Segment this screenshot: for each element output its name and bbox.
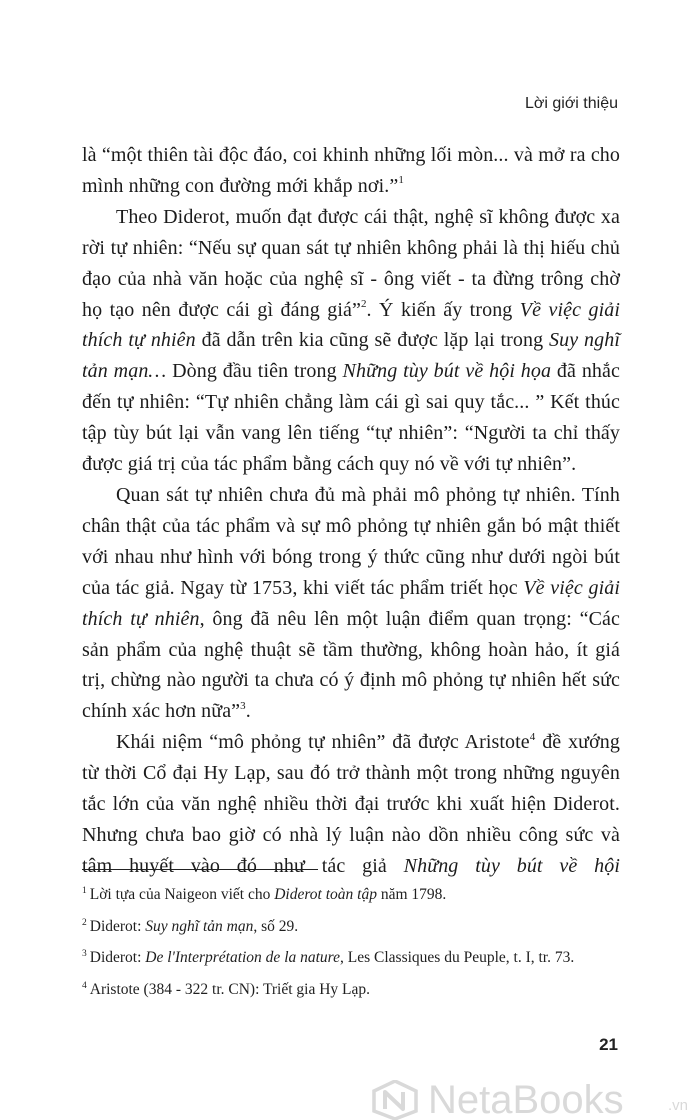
footnote-text: Diderot: (89, 949, 146, 966)
netabooks-watermark (370, 1080, 700, 1120)
footnote-text: Diderot: (89, 917, 146, 935)
book-title-italic: Những tùy bút về hội họa (342, 360, 552, 383)
paragraph-2-text-d: Dòng đầu tiên trong (166, 360, 343, 383)
footnote-italic: Diderot toàn tập (274, 886, 377, 903)
watermark-brand: NetaBooks (428, 1078, 624, 1120)
footnote-2 (82, 915, 620, 942)
book-title-italic: Về việc giải thích tự nhiên (82, 298, 620, 352)
footnote-ref-1: 1 (398, 174, 404, 187)
footnote-number: 3 (82, 949, 87, 959)
footnote-4 (82, 978, 620, 1005)
footnote-italic: Suy nghĩ tản mạn (145, 917, 254, 935)
footnote-ref-3: 3 (240, 699, 246, 712)
paragraph-4 (82, 727, 620, 882)
paragraph-2-text-e: đã nhắc đến tự nhiên: “Tự nhiên chẳng làm cái gì sai quy tắc... ” Kết thúc tập tùy bút lại vẫn vang lên tiếng “tự nhiên”: “Người ta chỉ thấy được giá trị của tác phẩm bằng cách quy nó về với tự nhiên”. (82, 360, 620, 476)
book-title-italic: Những tùy bút về hội (403, 854, 620, 877)
netabooks-logo-icon (370, 1080, 420, 1120)
paragraph-4-text-a: Khái niệm “mô phỏng tự nhiên” đã được Aristote (116, 731, 530, 754)
footnote-ref-4: 4 (529, 730, 536, 743)
paragraph-1 (82, 140, 620, 202)
running-title: Lời giới thiệu (524, 95, 618, 112)
book-title-italic: Về việc giải thích tự nhiên (82, 576, 620, 630)
paragraph-1-text: là “một thiên tài độc đáo, coi khinh những lối mòn... và mở ra cho mình những con đường mới khắp nơi.” (82, 144, 620, 197)
main-text (82, 140, 620, 882)
page-number: 21 (599, 1035, 618, 1054)
footnote-1 (82, 883, 620, 910)
footnote-ref-2: 2 (360, 297, 367, 310)
watermark-suffix: .vn (668, 1097, 689, 1114)
paragraph-2-text-b: . Ý kiến ấy trong (366, 298, 520, 321)
paragraph-3 (82, 480, 620, 727)
footnote-text: , số 29. (253, 917, 299, 935)
paragraph-3-text-b: , ông đã nêu lên một luận điểm quan trọng: “Các sản phẩm của nghệ thuật sẽ tầm thường, không hoàn hảo, ít giá trị, chừng nào người ta chưa có ý định mô phỏng tự nhiên hết sức chính xác hơn nữa” (82, 607, 621, 723)
footnote-text: , Les Classiques du Peuple, t. I, tr. 73. (340, 949, 575, 966)
footnote-number: 2 (82, 917, 87, 928)
paragraph-3-text-c: . (245, 700, 251, 723)
book-title-italic: Suy nghĩ tản mạn… (82, 329, 621, 383)
footnotes (82, 883, 620, 1009)
paragraph-2 (82, 202, 620, 480)
paragraph-2-text-a: Theo Diderot, muốn đạt được cái thật, nghệ sĩ không được xa rời tự nhiên: “Nếu sự quan sát tự nhiên không phải là thị hiếu chủ đạo của nhà văn hoặc của nghệ sĩ - ông viết - ta đừng trông chờ họ tạo nên được cái gì đáng giá” (82, 205, 620, 321)
paragraph-2-text-c: đã dẫn trên kia cũng sẽ được lặp lại trong (195, 329, 550, 352)
footnote-number: 1 (82, 886, 87, 896)
footnote-3 (82, 946, 620, 973)
footnote-text: Aristote (384 - 322 tr. CN): Triết gia Hy Lạp. (89, 980, 371, 998)
footnote-italic: De l'Interprétation de la nature (145, 949, 341, 966)
paragraph-3-text-a: Quan sát tự nhiên chưa đủ mà phải mô phỏng tự nhiên. Tính chân thật của tác phẩm và sự mô phỏng tự nhiên gắn bó mật thiết với nhau như hình với bóng trong ý thức cũng như dưới ngòi bút của tác giả. Ngay từ 1753, khi viết tác phẩm triết học (82, 483, 620, 599)
footnote-number: 4 (82, 980, 87, 991)
footnote-divider (82, 869, 318, 870)
paragraph-4-text-b: đề xướng từ thời Cổ đại Hy Lạp, sau đó trở thành một trong những nguyên tắc lớn của văn nghệ nhiều thời đại trước khi xuất hiện Diderot. Nhưng chưa bao giờ có nhà lý luận nào dồn nhiều công sức và tâm huyết vào đó như tác giả (82, 731, 620, 877)
footnote-text: năm 1798. (376, 886, 447, 903)
footnote-text: Lời tựa của Naigeon viết cho (89, 886, 275, 903)
